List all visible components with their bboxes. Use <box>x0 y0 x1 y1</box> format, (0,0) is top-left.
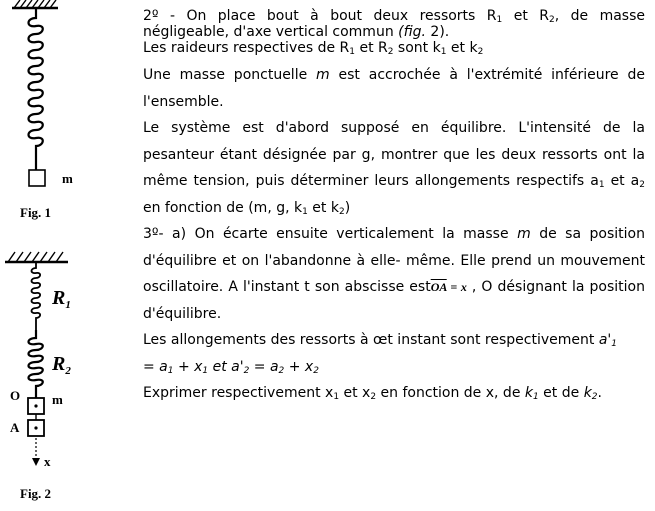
ceiling-hatch <box>12 0 58 8</box>
fig-1-caption: Fig. 1 <box>20 205 52 220</box>
q2-line2: négligeable, d'axe vertical commun (fig. 2). <box>143 24 450 40</box>
m-label: m <box>52 392 63 407</box>
mass-label: m <box>62 171 73 186</box>
equilibre-paragraph: Le système est d'abord supposé en équilibre. L'intensité de la pesanteur étant désignée par g, montrer que les deux ressorts ont la même tension, puis déterminer leurs allongements respectifs $a_1$ et $a_2$ en fonction de (m, g, $k_1$ et $k_2$) <box>143 120 646 217</box>
o-label: O <box>10 388 21 403</box>
mass-box <box>29 170 45 186</box>
r2-label: $R_2$ <box>52 353 71 377</box>
exercise-text <box>143 8 645 407</box>
q3-paragraph: 3º- a) On écarte ensuite verticalement la masse m de sa position d'équilibre et on l'abandonne à elle- même. Elle prend un mouvement oscillatoire. A l'instant t son abscisse $est\overline{OA} = x$ , O désignant la position d'équilibre. <box>143 226 645 322</box>
x-label: x <box>44 454 51 469</box>
spring-r2 <box>29 330 43 398</box>
exprimer-line: Exprimer respectivement $x_1$ et $x_2$ en fonction de x, de $k_1$ et de $k_2$. <box>143 385 602 402</box>
fig-2-caption: Fig. 2 <box>20 486 52 501</box>
r1-label: $R_1$ <box>52 287 71 311</box>
figure-2 <box>0 240 110 511</box>
figure-1 <box>0 0 100 240</box>
spring-1 <box>29 8 43 170</box>
a-label: A <box>10 420 20 435</box>
raideurs: Les raideurs respectives de $R_1$ et $R_2$ sont $k_1$ et $k_2$ <box>143 40 484 57</box>
ceiling-hatch <box>5 252 68 262</box>
q2-intro: 2º - On place bout à bout deux ressorts $R_1$ et $R_2$, de masse <box>143 8 645 25</box>
allongements-paragraph: Les allongements des ressorts à œt instant sont respectivement $a'_1$ = $a_1 + x_1$ et $a'_2 = a_2 + x_2$ <box>143 332 617 376</box>
masse-paragraph: Une masse ponctuelle m est accrochée à l'extrémité inférieure de l'ensemble. <box>143 67 645 110</box>
spring-r1 <box>32 262 41 330</box>
